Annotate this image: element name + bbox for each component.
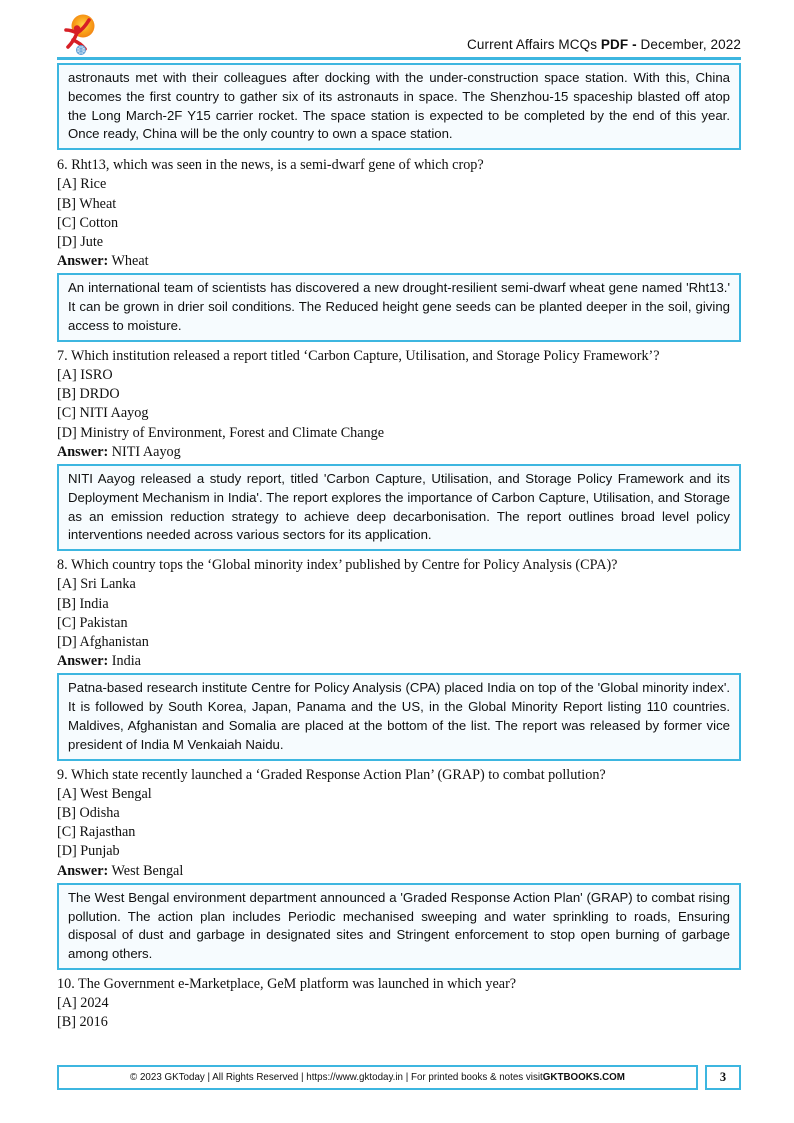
question-number: 6.: [57, 157, 68, 174]
question-block-9: [57, 766, 741, 970]
title-bold: PDF -: [600, 37, 641, 52]
question-body: Which state recently launched a ‘Graded Response Action Plan’ (GRAP) to combat pollution?: [70, 766, 606, 783]
option-a: [A] 2024: [57, 995, 109, 1012]
question-block-7: [57, 347, 741, 551]
answer-value: Wheat: [111, 253, 149, 270]
question-text: [57, 347, 741, 366]
option-c: [C] Pakistan: [57, 614, 128, 631]
option-a: [A] Sri Lanka: [57, 576, 136, 593]
explanation-box: NITI Aayog released a study report, titled 'Carbon Capture, Utilisation, and Storage Policy Framework and its Deployment Mechanism in India'. The report explores the importance of Carbon Capture, Utilisation, and Storage as an emission reduction strategy to achieve deep decarbonisation. The report outlines broad level policy interventions needed across various sectors for its application.: [57, 464, 741, 551]
question-text: [57, 556, 741, 575]
answer-line: [57, 252, 741, 271]
answer-label: Answer:: [57, 862, 109, 879]
option-a: [A] Rice: [57, 176, 107, 193]
option-d: [D] Ministry of Environment, Forest and Climate Change: [57, 424, 385, 441]
explanation-box: An international team of scientists has discovered a new drought-resilient semi-dwarf wheat gene named 'Rht13.' It can be grown in drier soil conditions. The Reduced height gene seeds can be planted deeper in the soil, giving access to moisture.: [57, 273, 741, 341]
copyright-text: © 2023 GKToday | All Rights Reserved | https://www.gktoday.in | For printed books & notes visit: [130, 1072, 543, 1083]
question-number: 10.: [57, 976, 75, 993]
answer-value: NITI Aayog: [111, 443, 181, 460]
answer-line: [57, 862, 741, 881]
answer-value: India: [111, 653, 141, 670]
copyright-bold: GKTBOOKS.COM: [542, 1072, 625, 1083]
answer-value: West Bengal: [111, 862, 184, 879]
option-d: [D] Jute: [57, 234, 104, 250]
question-body: Rht13, which was seen in the news, is a semi-dwarf gene of which crop?: [71, 157, 484, 174]
page-header: [57, 12, 741, 60]
question-block-10: [57, 975, 741, 1033]
question-number: 8.: [57, 557, 68, 574]
option-b: [B] 2016: [57, 1014, 108, 1031]
question-block-8: [57, 556, 741, 760]
option-a: [A] ISRO: [57, 367, 113, 383]
explanation-box: The West Bengal environment department announced a 'Graded Response Action Plan' (GRAP) to combat rising pollution. The action plan includes Periodic mechanised sweeping and water sprinkling to roads, Ensuring disposal of dust and garbage in designated sites and Stringent enforcement to stop open burning of garbage among others.: [57, 883, 741, 970]
option-a: [A] West Bengal: [57, 785, 152, 802]
answer-label: Answer:: [57, 653, 109, 670]
option-b: [B] Wheat: [57, 195, 117, 212]
footer-page-number: 3: [705, 1065, 741, 1090]
option-c: [C] Rajasthan: [57, 824, 136, 841]
option-d: [D] Afghanistan: [57, 634, 149, 651]
question-number: 7.: [57, 347, 68, 364]
title-text: Current Affairs MCQs: [467, 37, 601, 52]
continuation-note-box: astronauts met with their colleagues after docking with the under-construction space station. With this, China becomes the first country to gather six of its astronauts in space. The Shenzhou-15 spaceship blasted off atop the Long March-2F Y15 carrier rocket. The space station is expected to be completed by the end of this year. Once ready, China will be the only country to own a space station.: [57, 63, 741, 150]
title-suffix: December, 2022: [640, 37, 741, 52]
option-b: [B] India: [57, 595, 109, 612]
question-body: Which institution released a report titled ‘Carbon Capture, Utilisation, and Storage Policy Framework’?: [70, 347, 660, 364]
answer-line: [57, 443, 741, 462]
question-text: [57, 975, 741, 994]
option-b: [B] Odisha: [57, 805, 120, 822]
explanation-box: Patna-based research institute Centre for Policy Analysis (CPA) placed India on top of the 'Global minority index'. It is followed by South Korea, Japan, Panama and the US, in the Global Minority Report listing 110 countries. Maldives, Afghanistan and Somalia are placed at the bottom of the list. The report was released by former vice president of India M Venkaiah Naidu.: [57, 673, 741, 760]
document-title: [467, 37, 741, 56]
footer-copyright: [57, 1065, 698, 1090]
answer-line: [57, 652, 741, 671]
question-text: [57, 156, 741, 175]
answer-label: Answer:: [57, 443, 109, 460]
answer-label: Answer:: [57, 253, 109, 270]
option-c: [C] Cotton: [57, 214, 119, 231]
option-d: [D] Punjab: [57, 843, 120, 860]
gktoday-logo-icon: [57, 12, 105, 56]
option-c: [C] NITI Aayog: [57, 405, 149, 422]
page-footer: [57, 1065, 741, 1090]
question-body: The Government e-Marketplace, GeM platform was launched in which year?: [78, 976, 517, 993]
option-b: [B] DRDO: [57, 386, 120, 403]
question-body: Which country tops the ‘Global minority index’ published by Centre for Policy Analysis (CPA)?: [70, 557, 618, 574]
gktoday-logo: [57, 12, 105, 56]
question-number: 9.: [57, 766, 68, 783]
question-block-6: [57, 156, 741, 342]
question-text: [57, 766, 741, 785]
